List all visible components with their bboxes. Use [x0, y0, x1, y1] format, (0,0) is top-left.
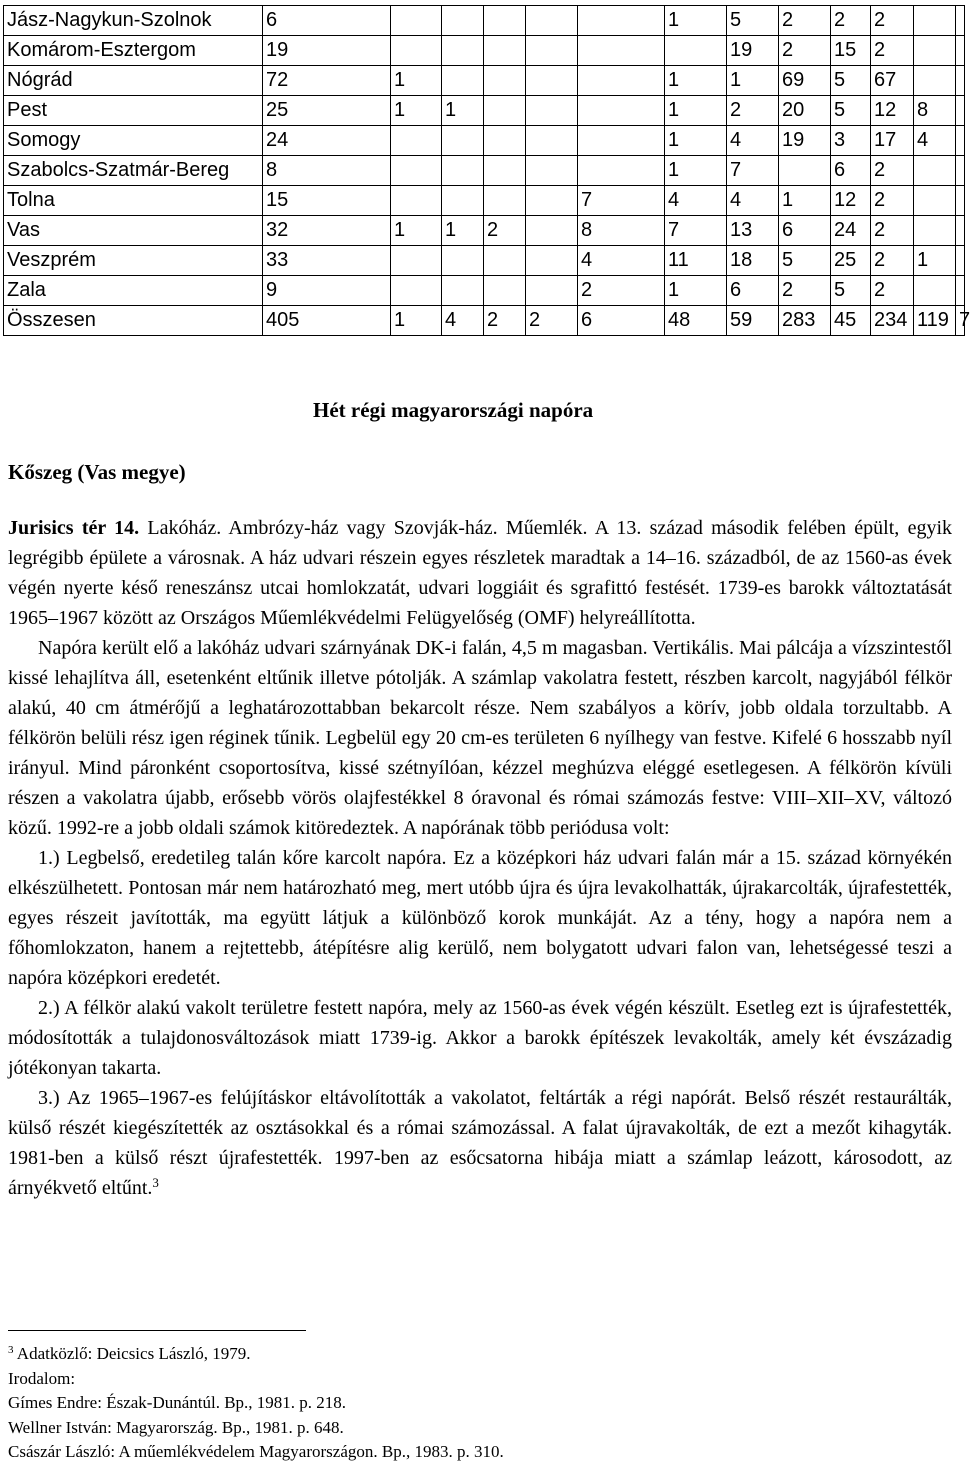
- table-row: [4, 276, 965, 306]
- count-cell: 4: [727, 186, 779, 216]
- count-cell: [956, 96, 965, 126]
- count-cell: [391, 276, 442, 306]
- count-cell: [779, 156, 831, 186]
- table-row: [4, 216, 965, 246]
- count-cell: 1: [665, 96, 727, 126]
- count-cell: 7: [727, 156, 779, 186]
- footnote-reference: 3: [152, 1175, 159, 1190]
- count-cell: 1: [665, 276, 727, 306]
- reference-item: Császár László: A műemlékvédelem Magyarországon. Bp., 1983. p. 310.: [8, 1442, 504, 1461]
- count-cell: 11: [665, 246, 727, 276]
- count-cell: 2: [871, 186, 914, 216]
- count-cell: [914, 6, 956, 36]
- count-cell: 32: [263, 216, 391, 246]
- count-cell: 69: [779, 66, 831, 96]
- count-cell: 9: [263, 276, 391, 306]
- article-body: [8, 513, 952, 1203]
- count-cell: [391, 36, 442, 66]
- count-cell: [914, 216, 956, 246]
- count-cell: 8: [263, 156, 391, 186]
- count-cell: [914, 276, 956, 306]
- county-name-cell: Komárom-Esztergom: [4, 36, 263, 66]
- count-cell: 2: [779, 276, 831, 306]
- count-cell: [956, 36, 965, 66]
- count-cell: 19: [263, 36, 391, 66]
- count-cell: [956, 156, 965, 186]
- county-name-cell: Összesen: [4, 306, 263, 336]
- count-cell: 2: [526, 306, 578, 336]
- count-cell: 1: [665, 156, 727, 186]
- county-name-cell: Tolna: [4, 186, 263, 216]
- count-cell: 2: [484, 306, 526, 336]
- count-cell: [526, 246, 578, 276]
- count-cell: [484, 6, 526, 36]
- count-cell: 2: [871, 276, 914, 306]
- footnote-text: Adatközlő: Deicsics László, 1979.: [13, 1344, 251, 1363]
- count-cell: 4: [578, 246, 665, 276]
- paragraph-period-3: [8, 1083, 952, 1203]
- count-cell: [442, 126, 484, 156]
- count-cell: 1: [391, 66, 442, 96]
- count-cell: [956, 186, 965, 216]
- table-row: [4, 186, 965, 216]
- count-cell: 2: [871, 246, 914, 276]
- count-cell: 1: [914, 246, 956, 276]
- count-cell: 2: [727, 96, 779, 126]
- count-cell: 17: [871, 126, 914, 156]
- paragraph-period-1: 1.) Legbelső, eredetileg talán kőre karcolt napóra. Ez a középkori ház udvari falán már a 15. század környékén elkészülhetett. Pontosan már nem határozható meg, mert utóbb újra és újra levakolhatták, újrakarcolták, újrafestették, egyes részeit javították, ma együtt látjuk a különböző korok munkáját. Az a tény, hogy a napóra nem a főhomlokzaton, hanem a rejtettebb, átépítésre alig kerülő, nem bolygatott udvari falon van, lehetségessé teszi a napóra középkori eredetét.: [8, 847, 952, 989]
- count-cell: [578, 126, 665, 156]
- count-cell: 2: [779, 6, 831, 36]
- count-cell: [391, 186, 442, 216]
- paragraph-description: Napóra került elő a lakóház udvari szárnyának DK-i falán, 4,5 m magasban. Vertikális. Mai pálcája a vízszintestől kissé lehajlítva áll, esetenként eltűnik illetve pótolják. A számlap vakolatra festett, részben karcolt, nagyjából félkör alakú, 40 cm átmérőjű a leghatározottabban bekarcolt része. Nem szabályos a körív, jobb oldala torzultabb. A félkörön belüli rész igen réginek tűnik. Legbelül egy 20 cm-es területen 6 nyílhegy van festve. Kifelé 6 hosszabb nyíl irányul. Mind páronként csoportosítva, kissé szétnyílóan, kézzel meghúzva eléggé esetlegesen. A félkörön kívüli részen a vakolatra újabb, erősebb vörös olajfestékkel 8 óravonal és római számozás festve: VIII–XII–XV, változó közű. 1992-re a jobb oldali számok kitöredeztek. A napórának több periódusa volt:: [8, 637, 952, 839]
- count-cell: [484, 186, 526, 216]
- count-cell: 67: [871, 66, 914, 96]
- count-cell: [956, 276, 965, 306]
- count-cell: [484, 36, 526, 66]
- footnote-divider: [8, 1330, 306, 1331]
- table-row: [4, 36, 965, 66]
- count-cell: 2: [871, 156, 914, 186]
- count-cell: [391, 156, 442, 186]
- count-cell: 2: [871, 6, 914, 36]
- count-cell: 18: [727, 246, 779, 276]
- count-cell: 283: [779, 306, 831, 336]
- place-heading: Kőszeg (Vas megye): [8, 460, 186, 484]
- count-cell: [391, 6, 442, 36]
- reference-item: Gímes Endre: Észak-Dunántúl. Bp., 1981. p. 218.: [8, 1393, 347, 1412]
- count-cell: [442, 246, 484, 276]
- count-cell: [442, 186, 484, 216]
- count-cell: 5: [831, 66, 871, 96]
- count-cell: [526, 156, 578, 186]
- county-name-cell: Szabolcs-Szatmár-Bereg: [4, 156, 263, 186]
- county-name-cell: Jász-Nagykun-Szolnok: [4, 6, 263, 36]
- footnote-mark: 3: [8, 1344, 14, 1356]
- count-cell: 119: [914, 306, 956, 336]
- count-cell: 2: [831, 6, 871, 36]
- county-name-cell: Somogy: [4, 126, 263, 156]
- footnote: [8, 1342, 952, 1367]
- count-cell: [442, 276, 484, 306]
- count-cell: 5: [831, 276, 871, 306]
- count-cell: 20: [779, 96, 831, 126]
- count-cell: 8: [914, 96, 956, 126]
- count-cell: [914, 156, 956, 186]
- count-cell: 1: [391, 96, 442, 126]
- count-cell: [956, 66, 965, 96]
- count-cell: [956, 126, 965, 156]
- count-cell: [956, 246, 965, 276]
- count-cell: [391, 246, 442, 276]
- count-cell: 8: [578, 216, 665, 246]
- count-cell: 15: [263, 186, 391, 216]
- count-cell: [665, 36, 727, 66]
- count-cell: [578, 66, 665, 96]
- table-row: [4, 126, 965, 156]
- count-cell: [956, 6, 965, 36]
- county-name-cell: Pest: [4, 96, 263, 126]
- count-cell: 2: [871, 36, 914, 66]
- table-row: [4, 156, 965, 186]
- count-cell: 2: [484, 216, 526, 246]
- count-cell: 7: [956, 306, 965, 336]
- count-cell: 24: [263, 126, 391, 156]
- count-cell: 5: [831, 96, 871, 126]
- count-cell: [914, 186, 956, 216]
- literature-label: Irodalom:: [8, 1368, 76, 1388]
- count-cell: [442, 6, 484, 36]
- table-row: [4, 306, 965, 336]
- count-cell: 13: [727, 216, 779, 246]
- count-cell: 12: [871, 96, 914, 126]
- count-cell: [526, 96, 578, 126]
- count-cell: 19: [727, 36, 779, 66]
- count-cell: 5: [779, 246, 831, 276]
- count-cell: 19: [779, 126, 831, 156]
- count-cell: 6: [727, 276, 779, 306]
- count-cell: 405: [263, 306, 391, 336]
- count-cell: 234: [871, 306, 914, 336]
- count-cell: [484, 126, 526, 156]
- count-cell: [578, 36, 665, 66]
- count-cell: 2: [871, 216, 914, 246]
- reference-item: Wellner István: Magyarország. Bp., 1981. p. 648.: [8, 1417, 344, 1437]
- count-cell: 7: [578, 186, 665, 216]
- count-cell: [484, 66, 526, 96]
- count-cell: [442, 66, 484, 96]
- count-cell: 25: [263, 96, 391, 126]
- count-cell: [578, 156, 665, 186]
- intro-text: Lakóház. Ambrózy-ház vagy Szovják-ház. Műemlék. A 13. század második felében épült, egyik legrégibb épülete a városnak. A ház udvari részein egyes részletek maradtak a 14–16. századból, de az 1560-as évek végén nyerte késő reneszánsz utcai homlokzatát, udvari loggiáit és sgrafittó festését. 1739-es barokk változtatását 1965–1967 között az Országos Műemlékvédelmi Felügyelőség (OMF) helyreállította.: [8, 517, 952, 629]
- count-cell: [526, 186, 578, 216]
- count-cell: [484, 156, 526, 186]
- count-cell: 5: [727, 6, 779, 36]
- count-cell: [578, 6, 665, 36]
- count-cell: 33: [263, 246, 391, 276]
- count-cell: [914, 36, 956, 66]
- county-name-cell: Veszprém: [4, 246, 263, 276]
- count-cell: [442, 36, 484, 66]
- address-label: Jurisics tér 14.: [8, 517, 140, 539]
- count-cell: [914, 66, 956, 96]
- count-cell: 6: [263, 6, 391, 36]
- count-cell: 12: [831, 186, 871, 216]
- count-cell: 4: [665, 186, 727, 216]
- count-cell: 1: [665, 126, 727, 156]
- count-cell: 2: [779, 36, 831, 66]
- period-3-text: 3.) Az 1965–1967-es felújításkor eltávolították a vakolatot, feltárták a régi napórát. Belső részét restaurálták, külső részét kiegészítették az osztásokkal és a római számozással. A falat újravakolták, de ezt a mezőt kihagyták. 1981-ben a külső részt újrafestették. 1997-ben az esőcsatorna hibája miatt a számlap leázott, károsodott, az árnyékvető eltűnt.: [8, 1087, 952, 1199]
- section-heading: Hét régi magyarországi napóra: [313, 398, 594, 422]
- count-cell: 1: [442, 216, 484, 246]
- table-row: [4, 6, 965, 36]
- table-row: [4, 96, 965, 126]
- count-cell: 45: [831, 306, 871, 336]
- count-cell: [526, 6, 578, 36]
- count-cell: 7: [665, 216, 727, 246]
- count-cell: [578, 96, 665, 126]
- paragraph-intro: [8, 513, 952, 633]
- count-cell: [526, 276, 578, 306]
- count-cell: [526, 66, 578, 96]
- county-name-cell: Zala: [4, 276, 263, 306]
- count-cell: 1: [391, 216, 442, 246]
- count-cell: [526, 36, 578, 66]
- county-name-cell: Nógrád: [4, 66, 263, 96]
- count-cell: 1: [779, 186, 831, 216]
- count-cell: 4: [727, 126, 779, 156]
- count-cell: 24: [831, 216, 871, 246]
- count-cell: 6: [831, 156, 871, 186]
- footnotes: [8, 1342, 952, 1465]
- count-cell: [391, 126, 442, 156]
- count-cell: 1: [391, 306, 442, 336]
- table-row: [4, 246, 965, 276]
- county-name-cell: Vas: [4, 216, 263, 246]
- count-cell: 1: [665, 6, 727, 36]
- count-cell: 3: [831, 126, 871, 156]
- statistics-table: [3, 5, 970, 336]
- count-cell: 1: [442, 96, 484, 126]
- count-cell: 25: [831, 246, 871, 276]
- count-cell: 59: [727, 306, 779, 336]
- count-cell: 2: [578, 276, 665, 306]
- count-cell: 1: [665, 66, 727, 96]
- count-cell: [484, 96, 526, 126]
- count-cell: [484, 276, 526, 306]
- count-cell: 6: [779, 216, 831, 246]
- count-cell: [484, 246, 526, 276]
- count-cell: [956, 216, 965, 246]
- table-row: [4, 66, 965, 96]
- count-cell: 72: [263, 66, 391, 96]
- count-cell: 4: [442, 306, 484, 336]
- count-cell: 1: [727, 66, 779, 96]
- count-cell: [442, 156, 484, 186]
- count-cell: 6: [578, 306, 665, 336]
- count-cell: [526, 126, 578, 156]
- paragraph-period-2: 2.) A félkör alakú vakolt területre festett napóra, mely az 1560-as évek végén készült. Esetleg ezt is újrafestették, módosították a tulajdonosváltozások miatt 1739-ig. Akkor a barokk építészek levakolták, amely két évszázadig jótékonyan takarta.: [8, 997, 952, 1079]
- count-cell: 15: [831, 36, 871, 66]
- count-cell: 4: [914, 126, 956, 156]
- count-cell: [526, 216, 578, 246]
- count-cell: 48: [665, 306, 727, 336]
